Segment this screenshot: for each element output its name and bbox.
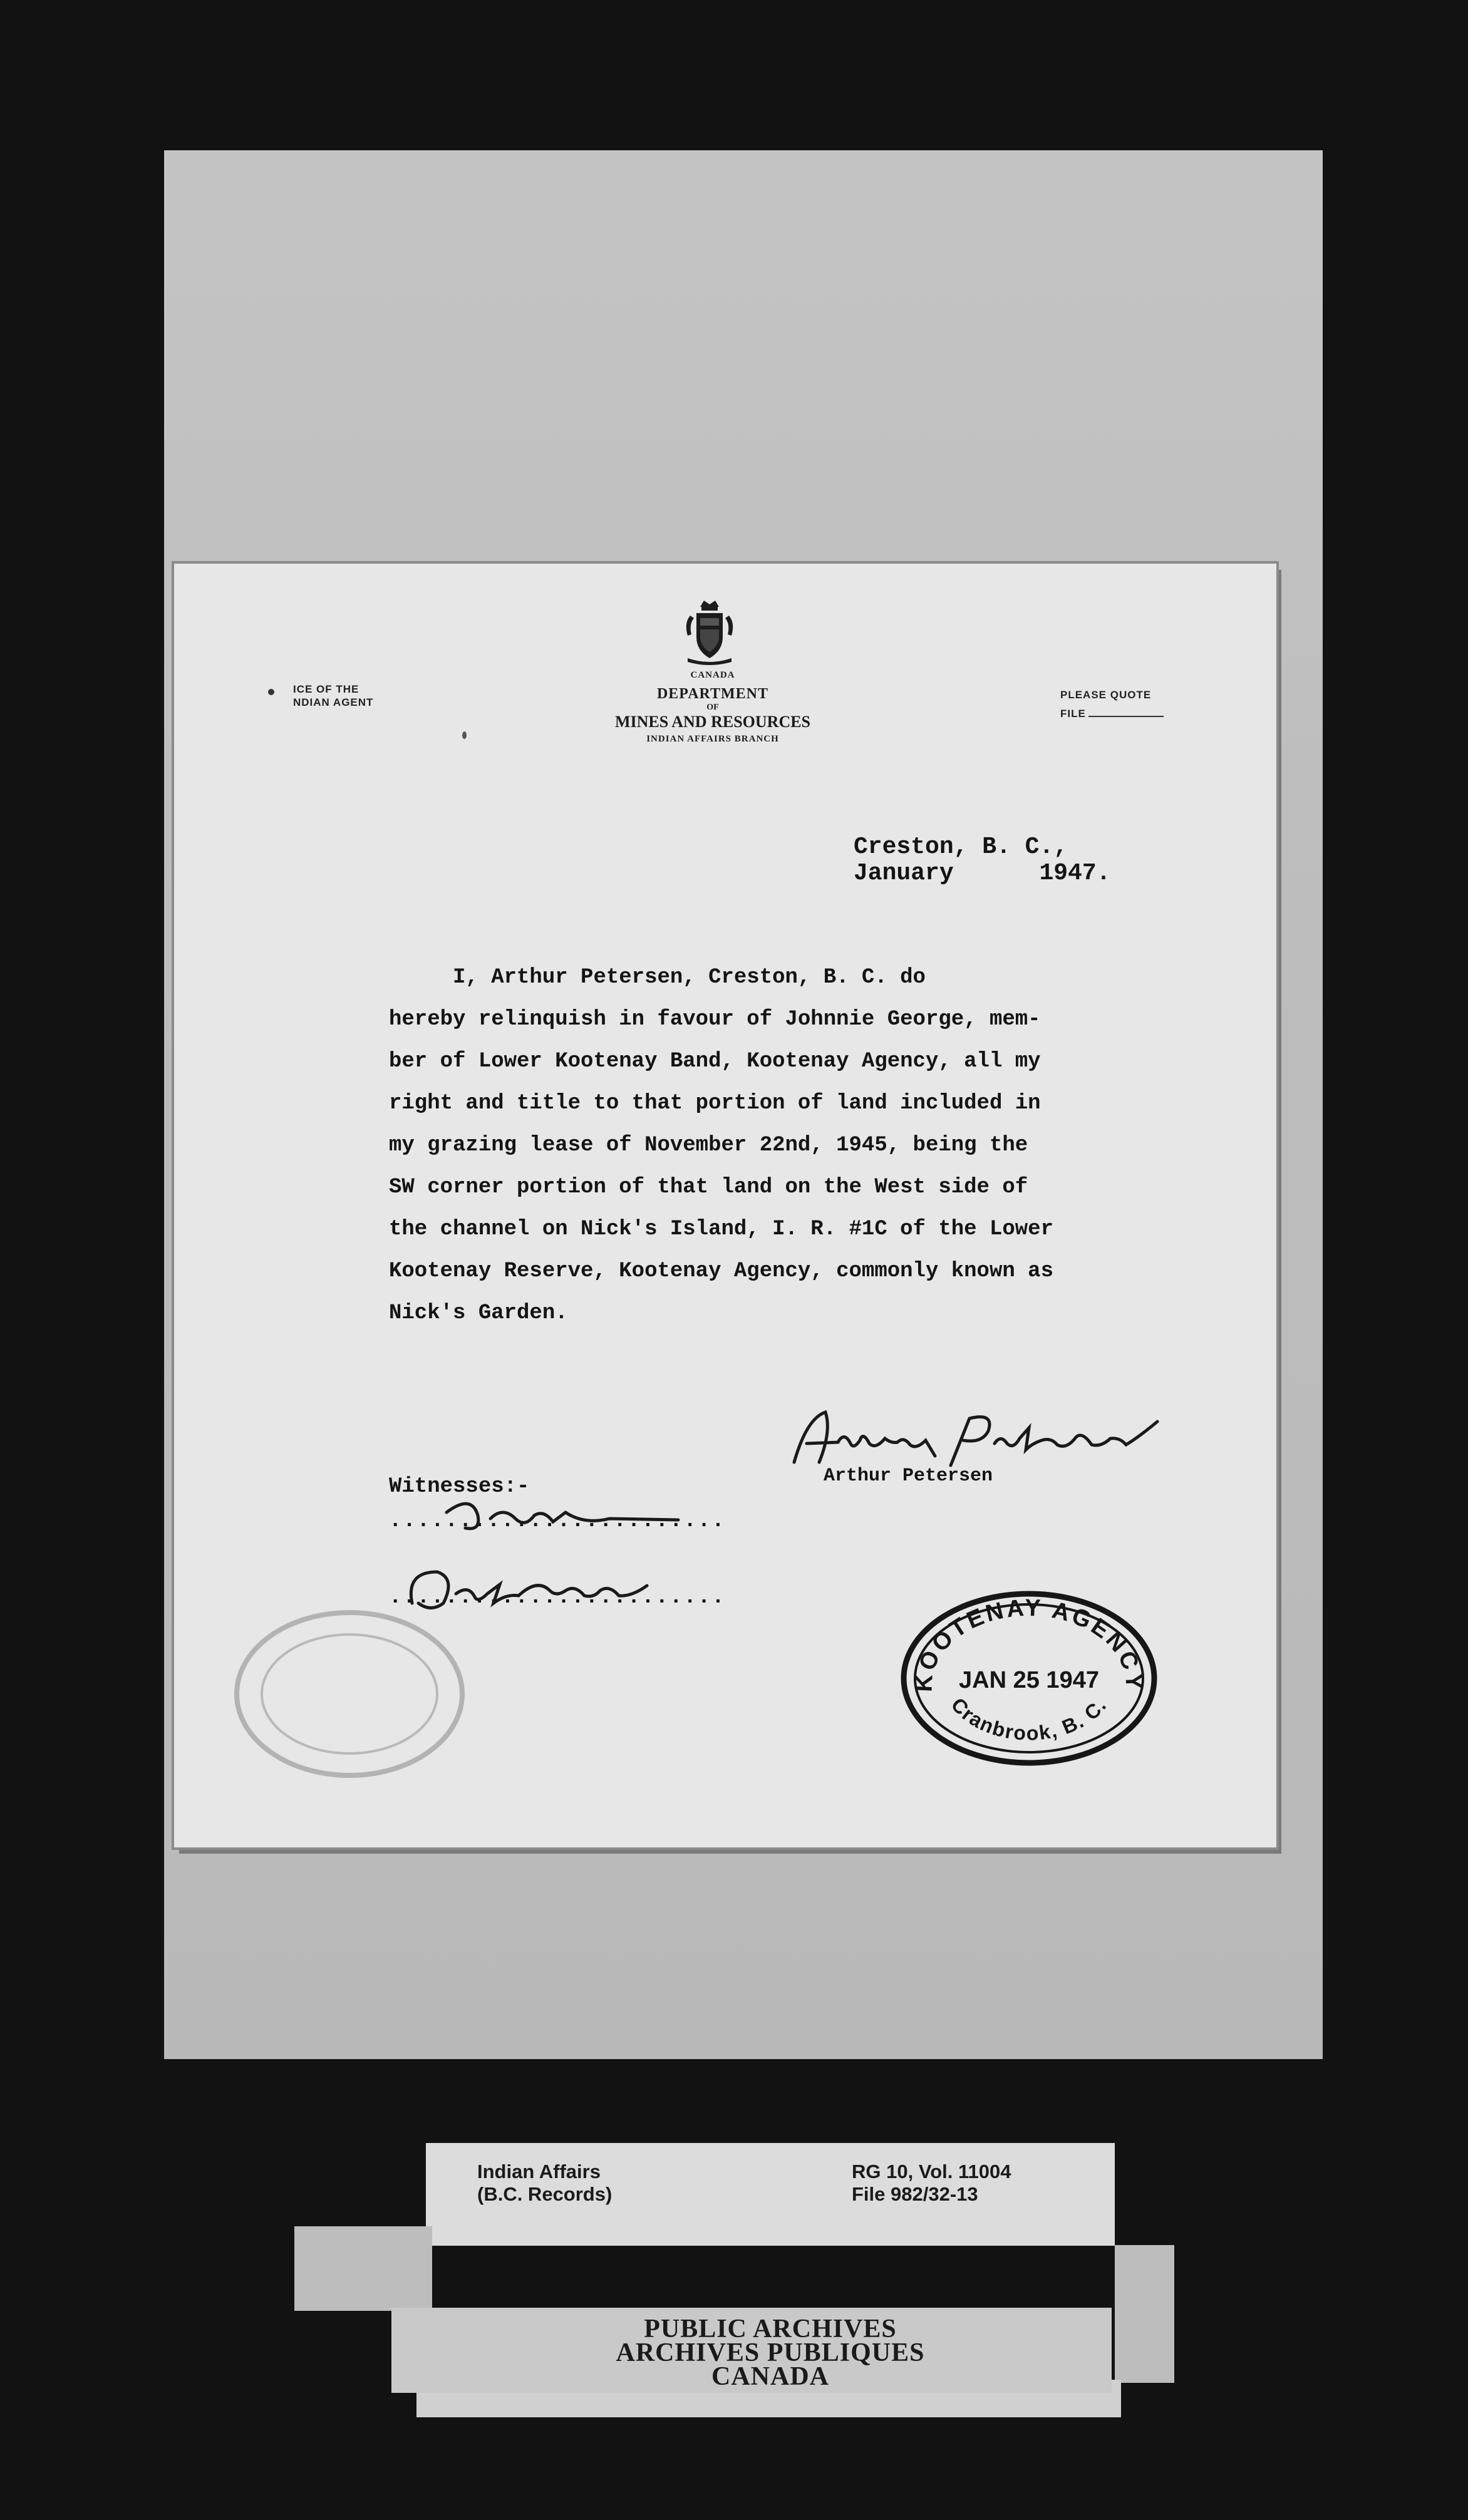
quote-label-line-1: PLEASE QUOTE — [1060, 689, 1152, 701]
label-tab-left — [294, 2226, 432, 2311]
faded-stamp-icon — [230, 1603, 468, 1785]
reference-line-1: RG 10, Vol. 11004 — [852, 2161, 1011, 2182]
body-line: SW corner portion of that land on the West side of — [389, 1175, 1028, 1199]
letterhead-branch: INDIAN AFFAIRS BRANCH — [646, 734, 779, 744]
letterhead-of: OF — [706, 703, 719, 712]
body-line: hereby relinquish in favour of Johnnie George, mem- — [389, 1008, 1041, 1031]
arthur-petersen-signature — [782, 1406, 1170, 1475]
letterhead — [525, 670, 901, 745]
label-tab-right — [1115, 2245, 1174, 2383]
collection-line-1: Indian Affairs — [477, 2161, 601, 2182]
place-and-date — [854, 834, 1110, 887]
letter-sheet — [174, 564, 1276, 1847]
witness-signature-1 — [434, 1494, 685, 1537]
collection-name — [477, 2161, 612, 2206]
letter-body — [389, 957, 1053, 1335]
body-line: ber of Lower Kootenay Band, Kootenay Agency, all my — [389, 1050, 1041, 1073]
archives-stamp-line-2: ARCHIVES PUBLIQUES — [616, 2338, 925, 2367]
body-line: my grazing lease of November 22nd, 1945, being the — [389, 1133, 1028, 1157]
witness-line-2: ........................ — [389, 1586, 726, 1609]
signatory-name: Arthur Petersen — [824, 1465, 993, 1487]
letter-place: Creston, B. C., — [854, 834, 1068, 860]
please-quote-file-label — [1060, 686, 1164, 723]
file-number-line — [1088, 716, 1164, 717]
letterhead-department: DEPARTMENT — [656, 686, 769, 702]
letterhead-country: CANADA — [690, 670, 735, 680]
body-line: Kootenay Reserve, Kootenay Agency, commonly known as — [389, 1259, 1053, 1283]
office-of-indian-agent-label — [293, 683, 373, 709]
body-line: Nick's Garden. — [389, 1301, 568, 1325]
reference-line-2: File 982/32-13 — [852, 2183, 978, 2205]
ink-speck — [268, 689, 274, 695]
witness-line-1: ........................ — [389, 1509, 726, 1533]
stamp-top-text: KOOTENAY AGENCY — [911, 1594, 1147, 1693]
file-label: FILE — [1060, 708, 1086, 720]
coat-of-arms-icon — [681, 598, 738, 667]
body-line: I, Arthur Petersen, Creston, B. C. do — [389, 966, 926, 989]
public-archives-stamp — [426, 2315, 1115, 2391]
archive-reference — [852, 2161, 1011, 2206]
letter-date: January 1947. — [854, 860, 1111, 887]
letterhead-ministry: MINES AND RESOURCES — [614, 713, 811, 731]
archives-stamp-line-1: PUBLIC ARCHIVES — [644, 2315, 897, 2343]
office-label-line-1: ICE OF THE — [293, 683, 359, 695]
kootenay-agency-stamp — [894, 1584, 1164, 1766]
witnesses-label: Witnesses:- — [389, 1475, 530, 1499]
office-label-line-2: NDIAN AGENT — [293, 696, 374, 708]
ink-speck — [462, 731, 467, 739]
svg-text:Cranbrook, B. C. — [947, 1693, 1111, 1745]
stamp-date: JAN 25 1947 — [959, 1667, 1099, 1693]
archives-stamp-line-3: CANADA — [711, 2362, 829, 2391]
body-line: the channel on Nick's Island, I. R. #1C of the Lower — [389, 1217, 1053, 1241]
collection-line-2: (B.C. Records) — [477, 2183, 613, 2205]
stamp-bottom-text: Cranbrook, B. C. — [946, 1693, 1112, 1745]
body-line: right and title to that portion of land included in — [389, 1092, 1041, 1115]
archive-reference-label — [426, 2143, 1115, 2246]
